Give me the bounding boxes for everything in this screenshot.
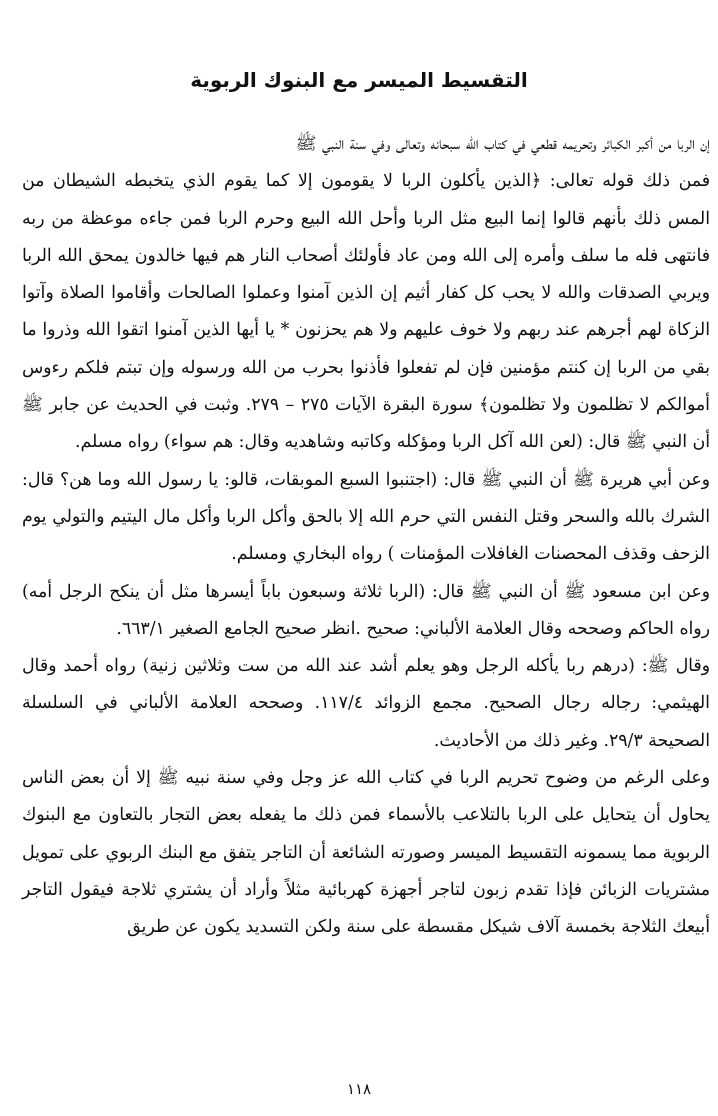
paragraph-dirham-hadith: وقال ﷺ: (درهم ربا يأكله الرجل وهو يعلم أشد عند الله من ست وثلاثين زنية) رواه أحمد وقال الهيثمي: رجاله رجال الصحيح. مجمع الزوائد ١١٧/٤. وصححه العلامة الألباني في السلسلة الصحيحة ٢٩/٣. وغير ذلك من الأحاديث. (22, 656, 710, 751)
body-text (22, 126, 710, 947)
page-number: ١١٨ (346, 1080, 372, 1098)
paragraph-intro: إن الربا من أكبر الكبائر وتحريمه قطعي في كتاب الله سبحانه وتعالى وفي سنة النبي ﷺ (295, 134, 710, 154)
paragraph-installment-practice: وعلى الرغم من وضوح تحريم الربا في كتاب الله عز وجل وفي سنة نبيه ﷺ إلا أن بعض الناس يحاول أن يتحايل على الربا بالتلاعب بالأسماء فمن ذلك ما يفعله بعض التجار بالتعاون مع البنوك الربوية مما يسمونه التقسيط الميسر وصورته الشائعة أن التاجر يتفق مع البنك الربوي على تمويل مشتريات الزبائن فإذا تقدم زبون لتاجر أجهزة كهربائية مثلاً وأراد أن يشتري ثلاجة فيقول التاجر أبيعك الثلاجة بخمسة آلاف شيكل مقسطة على سنة ولكن التسديد يكون عن طريق (22, 768, 710, 938)
page-title: التقسيط الميسر مع البنوك الربوية (190, 68, 528, 93)
paragraph-quran-and-jabir-hadith: فمن ذلك قوله تعالى: ﴿الذين يأكلون الربا لا يقومون إلا كما يقوم الذي يتخبطه الشيطان من المس ذلك بأنهم قالوا إنما البيع مثل الربا وأحل الله البيع وحرم الربا فمن جاءه موعظة من ربه فانتهى فله ما سلف وأمره إلى الله ومن عاد فأولئك أصحاب النار هم فيها خالدون يمحق الله الربا ويربي الصدقات والله لا يحب كل كفار أثيم إن الذين آمنوا وعملوا الصالحات وأقاموا الصلاة وآتوا الزكاة لهم أجرهم عند ربهم ولا خوف عليهم ولا هم يحزنون * يا أيها الذين آمنوا اتقوا الله وذروا ما بقي من الربا إن كنتم مؤمنين فإن لم تفعلوا فأذنوا بحرب من الله ورسوله وإن تبتم فلكم رءوس أموالكم لا تظلمون ولا تظلمون﴾ سورة البقرة الآيات ٢٧٥ – ٢٧٩. وثبت في الحديث عن جابر ﷺ أن النبي ﷺ قال: (لعن الله آكل الربا ومؤكله وكاتبه وشاهديه وقال: هم سواء) رواه مسلم. (22, 171, 710, 453)
paragraph-ibn-masud-hadith: وعن ابن مسعود ﷺ أن النبي ﷺ قال: (الربا ثلاثة وسبعون باباً أيسرها مثل أن ينكح الرجل أمه) رواه الحاكم وصححه وقال العلامة الألباني: صحيح .انظر صحيح الجامع الصغير ٦٦٣/١. (22, 581, 710, 639)
paragraph-abu-hurayra-hadith: وعن أبي هريرة ﷺ أن النبي ﷺ قال: (اجتنبوا السبع الموبقات، قالو: يا رسول الله وما هن؟ قال: الشرك بالله والسحر وقتل النفس التي حرم الله إلا بالحق وأكل الربا وأكل مال اليتيم والتولي يوم الزحف وقذف المحصنات الغافلات المؤمنات ) رواه البخاري ومسلم. (22, 469, 710, 565)
